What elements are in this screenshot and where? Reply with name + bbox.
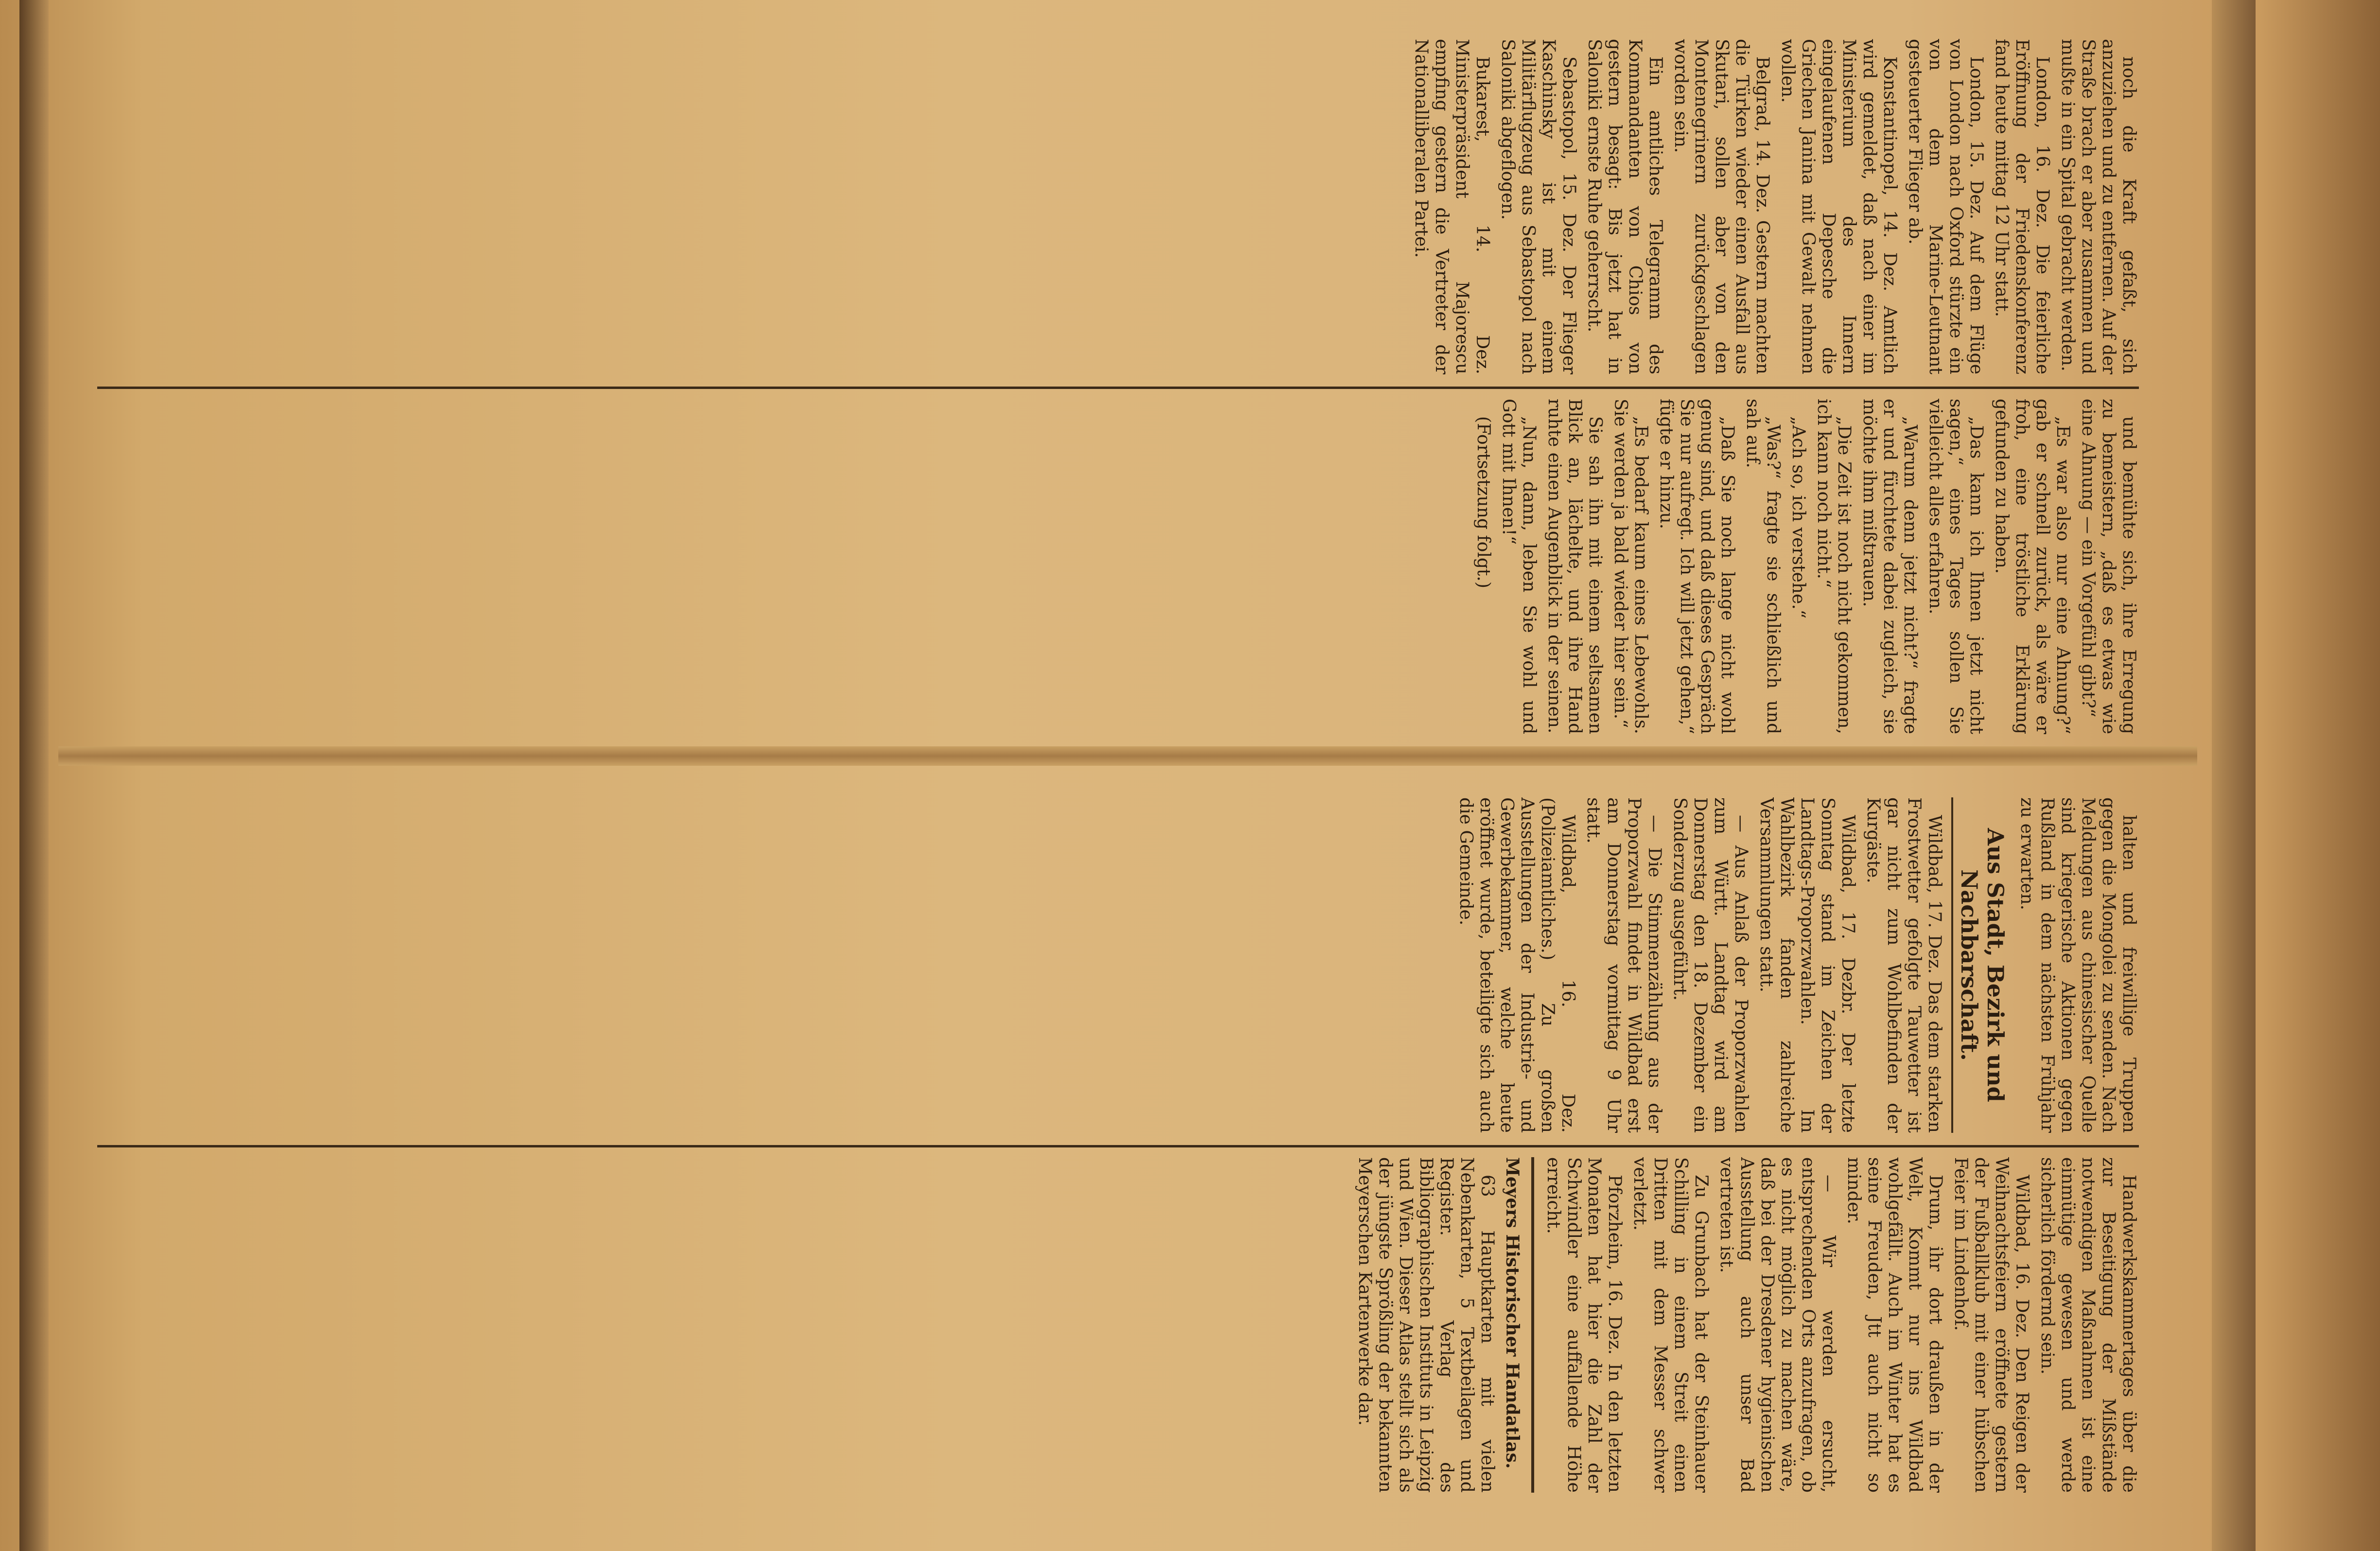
serial-paragraph: „Warum denn jetzt nicht?“ fragte er und fürchtete dabei zugleich, sie möchte ihm mißtrauen.: [1859, 399, 1920, 734]
serial-paragraph: „Was?“ fragte sie schließlich und sah auf.: [1743, 399, 1783, 734]
paragraph: Wildbad, 17. Dezbr. Der letzte Sonntag stand im Zeichen der Landtags-Proporzwahlen. Im Wahlbezirk fanden zahlreiche Versammlungen statt.: [1756, 797, 1858, 1133]
right-page-column-2: [97, 1157, 2139, 1493]
serial-paragraph: „Es war also nur eine Ahnung?“ gab er schnell zurück, als wäre er froh, eine tröstliche Erklärung gefunden zu haben.: [1992, 399, 2073, 734]
paragraph: — Die Stimmenzählung aus der Proporzwahl findet in Wildbad erst am Donnerstag vormittag 9 Uhr statt.: [1583, 797, 1664, 1133]
open-book: [19, 0, 2256, 1551]
paragraph: Pforzheim, 16. Dez. In den letzten Monaten hat hier die Zahl der Schwindler eine auffallende Höhe erreicht.: [1543, 1157, 1625, 1493]
paragraph: London, 16. Dez. Die feierliche Eröffnung der Friedenskonferenz fand heute mittag 12 Uhr statt.: [1992, 39, 2052, 374]
paragraph: Wildbad, 17. Dez. Das dem starken Frostwetter gefolgte Tauwetter ist gar nicht zum Wohlbefinden der Kurgäste.: [1863, 797, 1944, 1133]
serial-paragraph: Sie sah ihn mit einem seltsamen Blick an, lächelte, und ihre Hand ruhte einen Augenblick in der seinen.: [1544, 399, 1605, 734]
right-page-column-1: [97, 797, 2139, 1133]
serial-paragraph: „Nun, dann, leben Sie wohl und Gott mit Ihnen!“: [1499, 399, 1539, 734]
paragraph: — Aus Anlaß der Proporzwahlen zum Württ. Landtag wird am Donnerstag den 18. Dezember ein Sonderzug ausgeführt.: [1670, 797, 1751, 1133]
paragraph: Ein amtliches Telegramm des Kommandanten von Chios von gestern besagt: Bis jetzt hat in Saloniki ernste Ruhe geherrscht.: [1584, 39, 1665, 374]
serial-paragraph: „Das kann ich Ihnen jetzt nicht sagen,“ eines Tages sollen Sie vielleicht alles erfahren.: [1925, 399, 1986, 734]
paragraph: Bukarest, 14. Dez. Ministerpräsident Majorescu empfing gestern die Vertreter der Nationalliberalen Partei.: [1411, 39, 1492, 374]
serial-paragraph: „Die Zeit ist noch nicht gekommen, ich kann noch nicht.“: [1814, 399, 1854, 734]
serial-paragraph: „Daß Sie noch lange nicht wohl genug sind, und daß dieses Gespräch Sie nur aufregt. Ich will jetzt gehen,“ fügte er hinzu.: [1656, 399, 1737, 734]
paragraph: — Wir werden ersucht, entsprechenden Orts anzufragen, ob es nicht möglich zu machen wäre, daß bei der Dresdener hygienischen Ausstellung auch unser Bad vertreten ist.: [1716, 1157, 1838, 1493]
poem: Drum, ihr dort draußen in der Welt, Kommt nur ins Wildbad wohlgefällt. Auch im Winter hat es seine Freuden, Jtt auch nicht so minder.: [1844, 1157, 1945, 1493]
paragraph: Handwerkskammertages über die zur Beseitigung der Mißstände notwendigen Maßnahmen ist eine einmütige gewesen und werde sicherlich fördernd sein.: [2037, 1157, 2139, 1493]
paragraph: Zu Grunbach hat der Steinhauer Schilling in einem Streit einen Dritten mit dem Messer schwer verletzt.: [1630, 1157, 1711, 1493]
column-rule: [97, 387, 2139, 389]
notice-heading: Meyers Historischer Handatlas.: [1502, 1157, 1522, 1469]
rotated-page-block: [19, 0, 2256, 1551]
horizontal-rule: [1531, 1157, 1534, 1493]
serial-continuation-note: (Fortsetzung folgt.): [1473, 416, 1493, 588]
paragraph: halten und freiwillige Truppen gegen die Mongolei zu senden. Nach Meldungen aus chinesischer Quelle sind kriegerische Aktionen gegen Rußland in dem nächsten Frühjahr zu erwarten.: [2017, 797, 2139, 1133]
serial-paragraph: „Es bedarf kaum eines Lebewohls. Sie werden ja bald wieder hier sein.“: [1610, 399, 1651, 734]
section-heading: Aus Stadt, Bezirk und Nachbarschaft.: [1951, 797, 2009, 1133]
notice-paragraph: 63 Hauptkarten mit vielen Nebenkarten, 5 Textbeilagen und Register. Verlag des Bibliographischen Instituts in Leipzig und Wien. Dieser Atlas stellt sich als der jüngste Sprößling der bekannten Meyerschen Kartenwerke dar.: [1355, 1157, 1497, 1493]
left-page-column-1: [97, 39, 2139, 374]
paragraph: noch die Kraft gefaßt, sich anzuziehen und zu entfernen. Auf der Straße brach er aber zusammen und mußte in ein Spital gebracht werden.: [2058, 39, 2139, 374]
left-page-column-2: [97, 399, 2139, 734]
book-gutter: [58, 746, 2197, 766]
paragraph: Belgrad, 14. Dez. Gestern machten die Türken wieder einen Ausfall aus Skutari, sollen aber von den Montenegrinern zurückgeschlagen worden sein.: [1671, 39, 1772, 374]
right-page: [97, 797, 2139, 1502]
paragraph: Konstantinopel, 14. Dez. Amtlich wird gemeldet, daß nach einer im Ministerium des Innern eingelaufenen Depesche die Griechen Janina mit Gewalt nehmen wollen.: [1778, 39, 1900, 374]
paragraph: London, 15. Dez. Auf dem Flüge von London nach Oxford stürzte ein von dem Marine-Leutnant gesteuerter Flieger ab.: [1905, 39, 1986, 374]
column-rule: [97, 1145, 2139, 1147]
page-edge-bottom: [19, 0, 49, 1551]
paragraph: Wildbad, 16. Dez. Den Reigen der Weihnachtsfeiern eröffnete gestern der Fußballklub mit einer hübschen Feier im Lindenhof.: [1951, 1157, 2032, 1493]
left-page: [97, 39, 2139, 744]
serial-paragraph: und bemühte sich, ihre Erregung zu bemeistern, „daß es etwas wie eine Ahnung — ein Vorgefühl gibt?“: [2078, 399, 2139, 734]
page-edge-top: [2212, 0, 2256, 1551]
paragraph: Sebastopol, 15. Dez. Der Flieger Kaschinsky ist mit einem Militärflugzeug aus Sebastopol nach Saloniki abgeflogen.: [1498, 39, 1579, 374]
paragraph: Wildbad, 16. Dez. (Polizeiamtliches.) Zu großen Ausstellungen der Industrie- und Gewerbekammer, welche heute eröffnet wurde, beteiligte sich auch die Gemeinde.: [1456, 797, 1578, 1133]
serial-paragraph: „Ach so, ich verstehe.“: [1788, 416, 1808, 619]
